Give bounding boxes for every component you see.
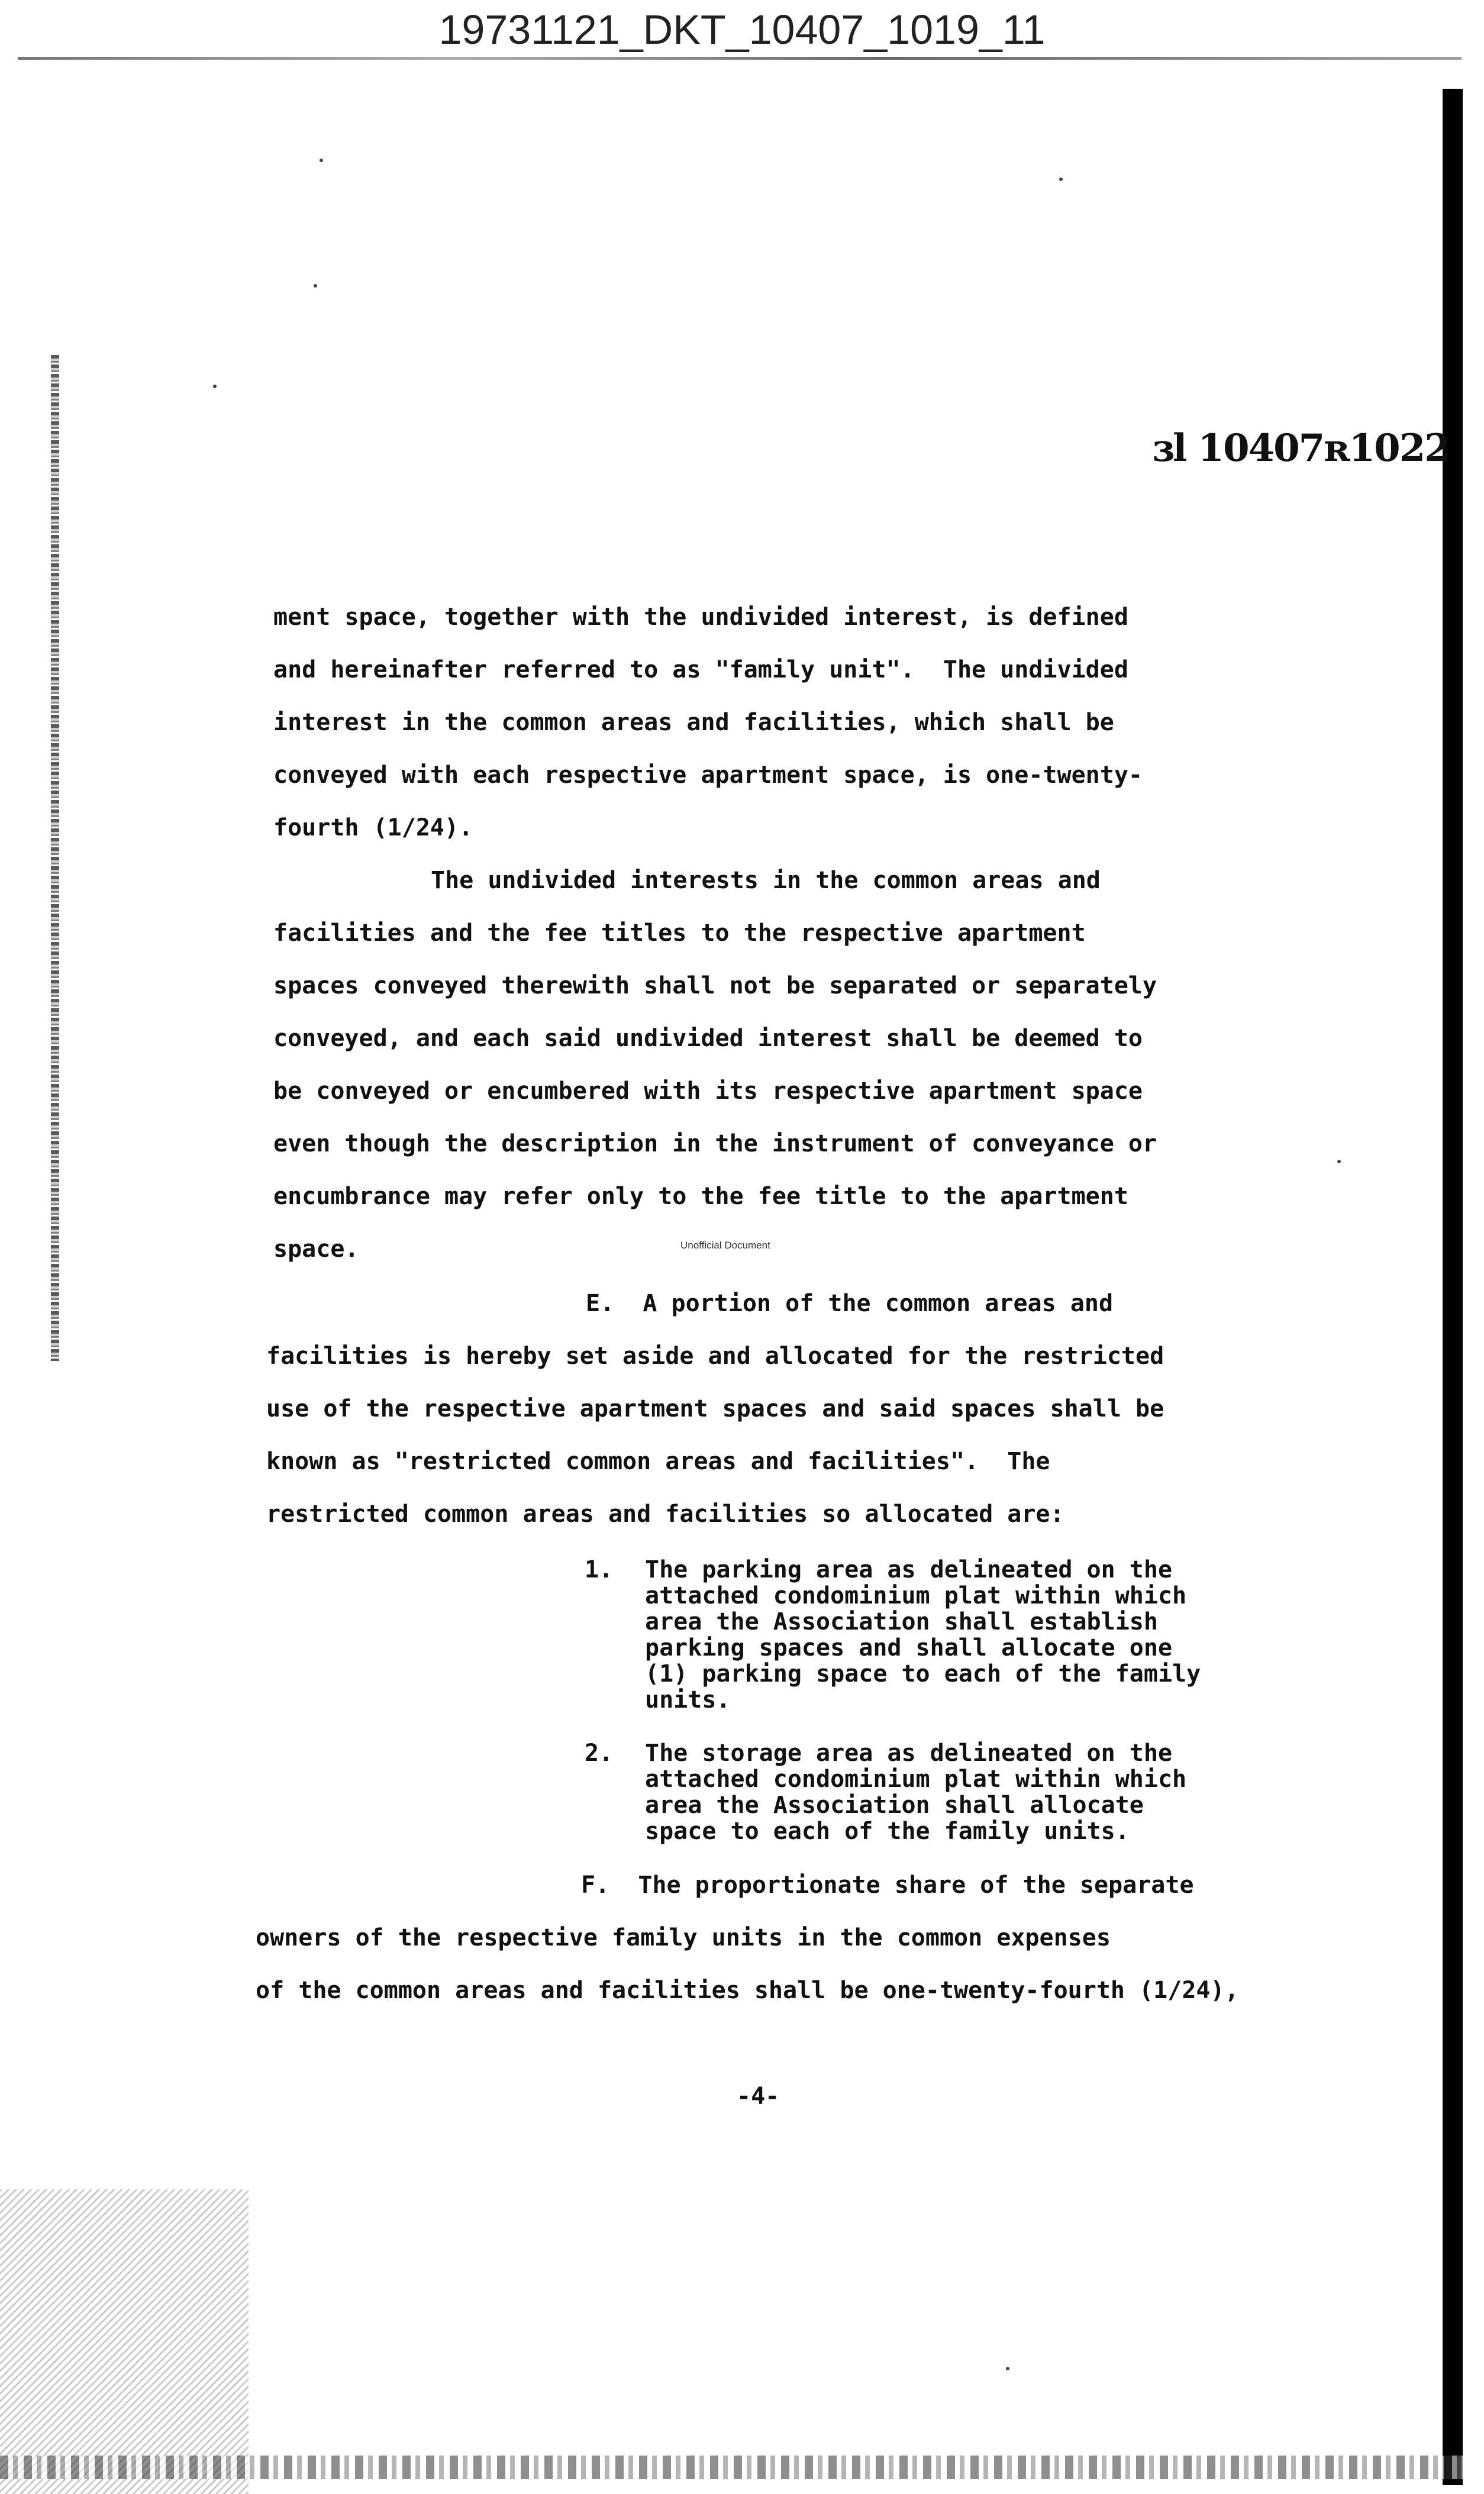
body-line: restricted common areas and facilities so allocated are: xyxy=(266,1501,1064,1528)
list-item-line: The parking area as delineated on the xyxy=(645,1556,1173,1583)
list-item-line: attached condominium plat within which xyxy=(645,1582,1187,1609)
scan-speck xyxy=(1006,2367,1009,2370)
body-line: known as "restricted common areas and facilities". The xyxy=(266,1448,1050,1475)
scan-speck xyxy=(1337,1160,1341,1163)
body-line: fourth (1/24). xyxy=(273,814,473,841)
scan-corner-noise xyxy=(0,2189,249,2494)
scan-top-edge xyxy=(18,57,1462,60)
scan-speck xyxy=(213,385,217,388)
scan-bottom-edge xyxy=(0,2456,1467,2479)
scan-speck xyxy=(320,159,323,162)
list-item-line: The storage area as delineated on the xyxy=(645,1740,1173,1767)
body-line: interest in the common areas and facilities, which shall be xyxy=(273,709,1114,736)
body-line: The undivided interests in the common areas and xyxy=(431,867,1101,894)
body-line: conveyed, and each said undivided interest shall be deemed to xyxy=(273,1025,1143,1052)
list-item-number: 1. xyxy=(585,1556,614,1583)
body-line: F. The proportionate share of the separate xyxy=(581,1872,1194,1899)
scan-speck xyxy=(314,284,317,288)
body-line: and hereinafter referred to as "family unit". The undivided xyxy=(273,656,1128,683)
list-item-line: units. xyxy=(645,1686,731,1714)
body-line: facilities and the fee titles to the respective apartment xyxy=(273,919,1086,947)
list-item-line: area the Association shall establish xyxy=(645,1608,1158,1635)
list-item-line: space to each of the family units. xyxy=(645,1818,1130,1845)
body-line: use of the respective apartment spaces and said spaces shall be xyxy=(266,1395,1164,1422)
page-number: -4- xyxy=(737,2083,780,2110)
body-line: conveyed with each respective apartment space, is one-twenty- xyxy=(273,762,1143,789)
body-line: of the common areas and facilities shall be one-twenty-fourth (1/24), xyxy=(256,1977,1239,2004)
body-line: facilities is hereby set aside and allocated for the restricted xyxy=(266,1343,1164,1370)
body-line: be conveyed or encumbered with its respective apartment space xyxy=(273,1077,1143,1105)
list-item-number: 2. xyxy=(585,1740,614,1767)
body-line: spaces conveyed therewith shall not be separated or separately xyxy=(273,972,1157,999)
watermark: Unofficial Document xyxy=(680,1240,770,1251)
body-line: owners of the respective family units in the common expenses xyxy=(256,1924,1111,1951)
scan-left-edge xyxy=(51,355,59,1361)
body-line: ment space, together with the undivided interest, is defined xyxy=(273,604,1128,631)
body-line: space. xyxy=(273,1235,359,1263)
list-item-line: (1) parking space to each of the family xyxy=(645,1660,1201,1688)
document-id-header: 19731121_DKT_10407_1019_11 xyxy=(438,7,1046,53)
body-line: E. A portion of the common areas and xyxy=(586,1290,1114,1317)
list-item-line: parking spaces and shall allocate one xyxy=(645,1634,1173,1661)
list-item-line: attached condominium plat within which xyxy=(645,1766,1187,1793)
book-page-stamp: ɜl 10407ʀ1022 xyxy=(1153,426,1450,470)
scan-speck xyxy=(1059,178,1063,181)
body-line: encumbrance may refer only to the fee title to the apartment xyxy=(273,1183,1128,1210)
list-item-line: area the Association shall allocate xyxy=(645,1792,1144,1819)
body-line: even though the description in the instrument of conveyance or xyxy=(273,1130,1157,1157)
